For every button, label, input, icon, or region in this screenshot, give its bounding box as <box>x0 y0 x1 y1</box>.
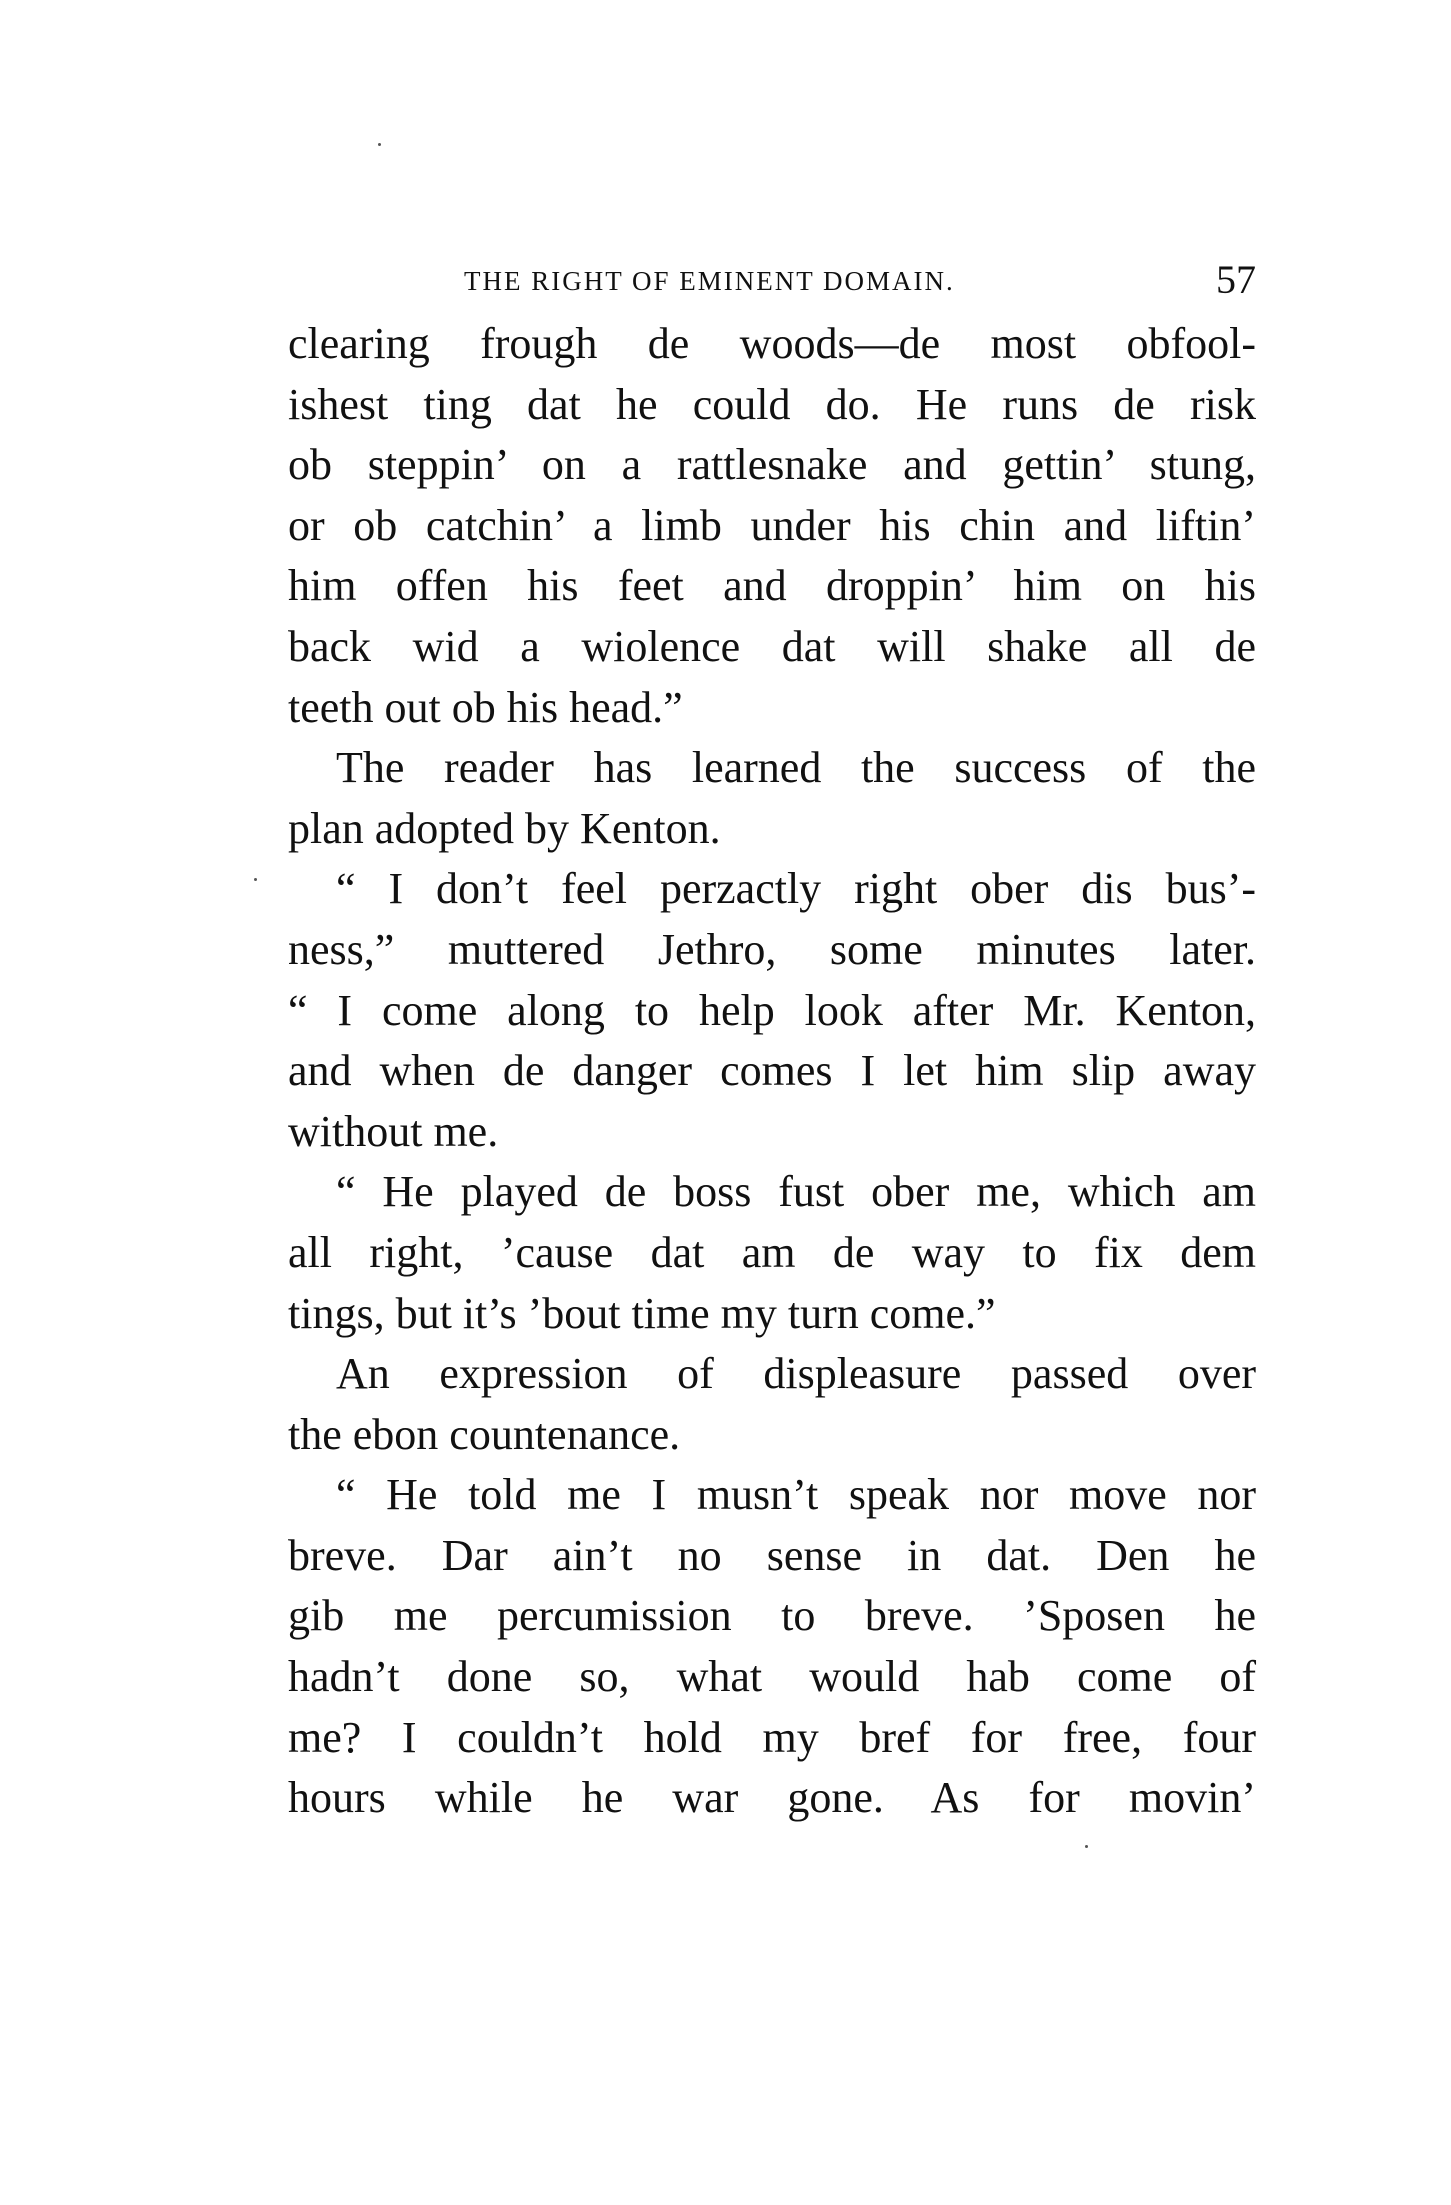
text-line: without me. <box>288 1106 499 1156</box>
text-line: The reader has learned the success of the <box>336 743 1256 793</box>
paper-speck <box>1085 1845 1088 1848</box>
text-line: and when de danger comes I let him slip away <box>288 1046 1256 1096</box>
text-line: “ He played de boss fust ober me, which am <box>336 1167 1256 1217</box>
paper-speck <box>254 878 257 881</box>
running-title: THE RIGHT OF EMINENT DOMAIN. <box>464 266 955 296</box>
text-line: the ebon countenance. <box>288 1409 681 1459</box>
text-line: all right, ’cause dat am de way to fix dem <box>288 1227 1256 1277</box>
running-head <box>288 257 1256 312</box>
text-line: plan adopted by Kenton. <box>288 803 721 853</box>
text-line: “ I come along to help look after Mr. Kenton, <box>288 985 1256 1035</box>
text-line: hours while he war gone. As for movin’ <box>288 1773 1256 1823</box>
text-line: me? I couldn’t hold my bref for free, four <box>288 1712 1256 1762</box>
text-line: gib me percumission to breve. ’Sposen he <box>288 1591 1256 1641</box>
text-line: teeth out ob his head.” <box>288 682 683 732</box>
text-line: “ He told me I musn’t speak nor move nor <box>336 1470 1256 1520</box>
body-text <box>288 314 1256 1829</box>
text-line: clearing frough de woods—de most obfool- <box>288 319 1256 368</box>
text-line: back wid a wiolence dat will shake all de <box>288 621 1256 671</box>
text-line: him offen his feet and droppin’ him on his <box>288 561 1256 611</box>
paper-speck <box>378 143 381 146</box>
text-line: ishest ting dat he could do. He runs de risk <box>288 379 1256 429</box>
text-line: breve. Dar ain’t no sense in dat. Den he <box>288 1530 1256 1580</box>
text-line: or ob catchin’ a limb under his chin and liftin’ <box>288 500 1256 550</box>
text-line: ob steppin’ on a rattlesnake and gettin’ stung, <box>288 440 1256 490</box>
text-line: tings, but it’s ’bout time my turn come.” <box>288 1288 996 1338</box>
text-line: An expression of displeasure passed over <box>336 1349 1256 1399</box>
text-line: hadn’t done so, what would hab come of <box>288 1652 1256 1702</box>
text-line: ness,” muttered Jethro, some minutes later. <box>288 924 1256 974</box>
page-number: 57 <box>1216 257 1256 302</box>
text-line: “ I don’t feel perzactly right ober dis bus’- <box>336 864 1256 914</box>
